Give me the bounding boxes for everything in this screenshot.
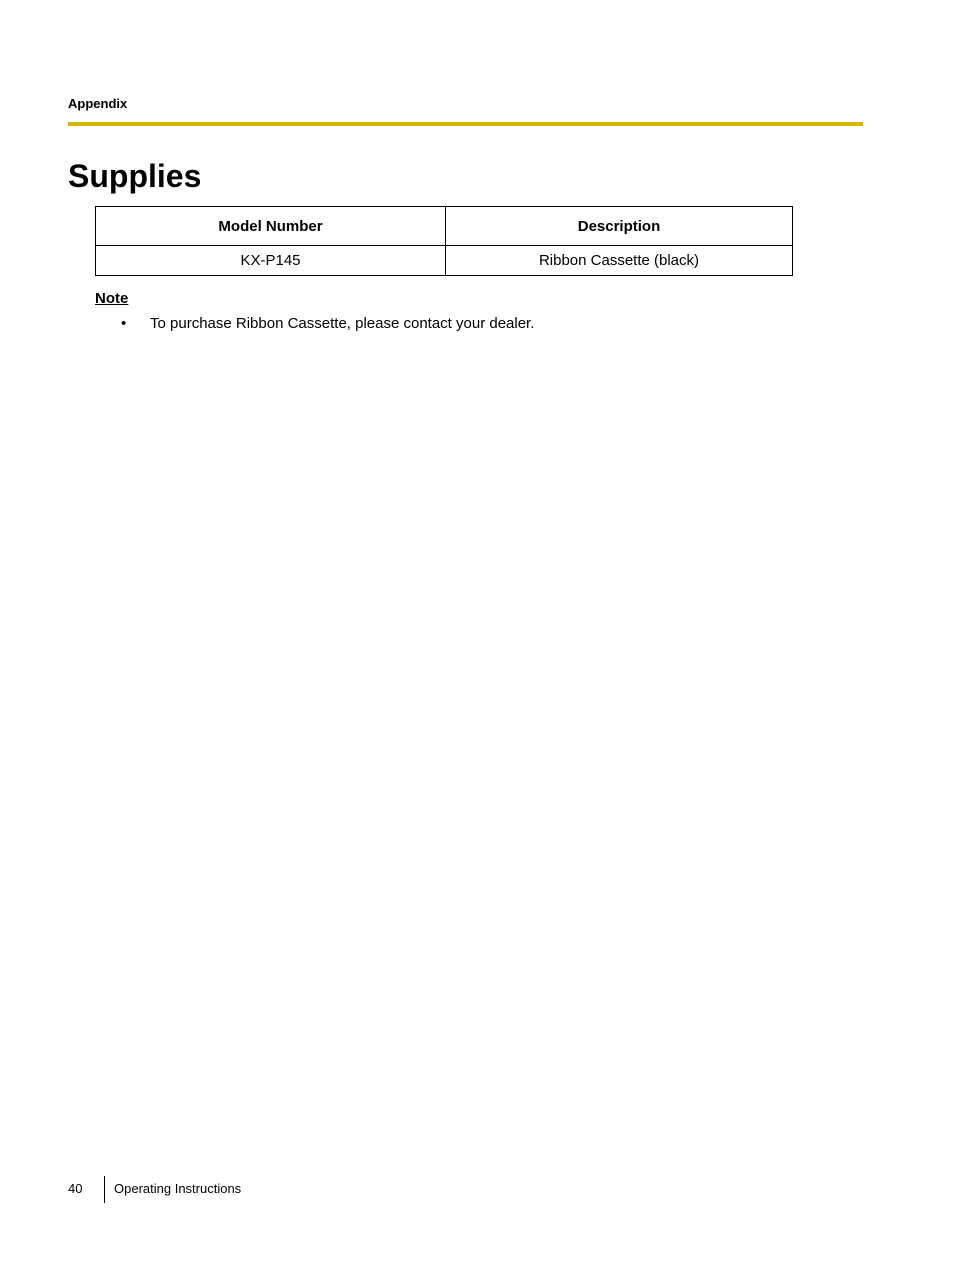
- section-label: Appendix: [68, 96, 128, 111]
- bullet-icon: •: [121, 315, 127, 332]
- list-item: [121, 314, 534, 334]
- cell-description: Ribbon Cassette (black): [446, 246, 793, 276]
- page-number: 40: [68, 1181, 83, 1196]
- column-header-description: Description: [446, 207, 793, 246]
- supplies-table: [95, 206, 793, 276]
- table-header-row: [96, 207, 793, 246]
- note-text: To purchase Ribbon Cassette, please contact your dealer.: [150, 315, 535, 332]
- column-header-model-number: Model Number: [96, 207, 446, 246]
- header-rule: [68, 122, 863, 126]
- footer-divider: [104, 1176, 105, 1203]
- table-row: [96, 246, 793, 276]
- page-title: Supplies: [68, 158, 202, 194]
- cell-model-number: KX-P145: [96, 246, 446, 276]
- note-list: [121, 314, 534, 334]
- document-name: Operating Instructions: [114, 1181, 242, 1196]
- note-heading: Note: [95, 290, 129, 307]
